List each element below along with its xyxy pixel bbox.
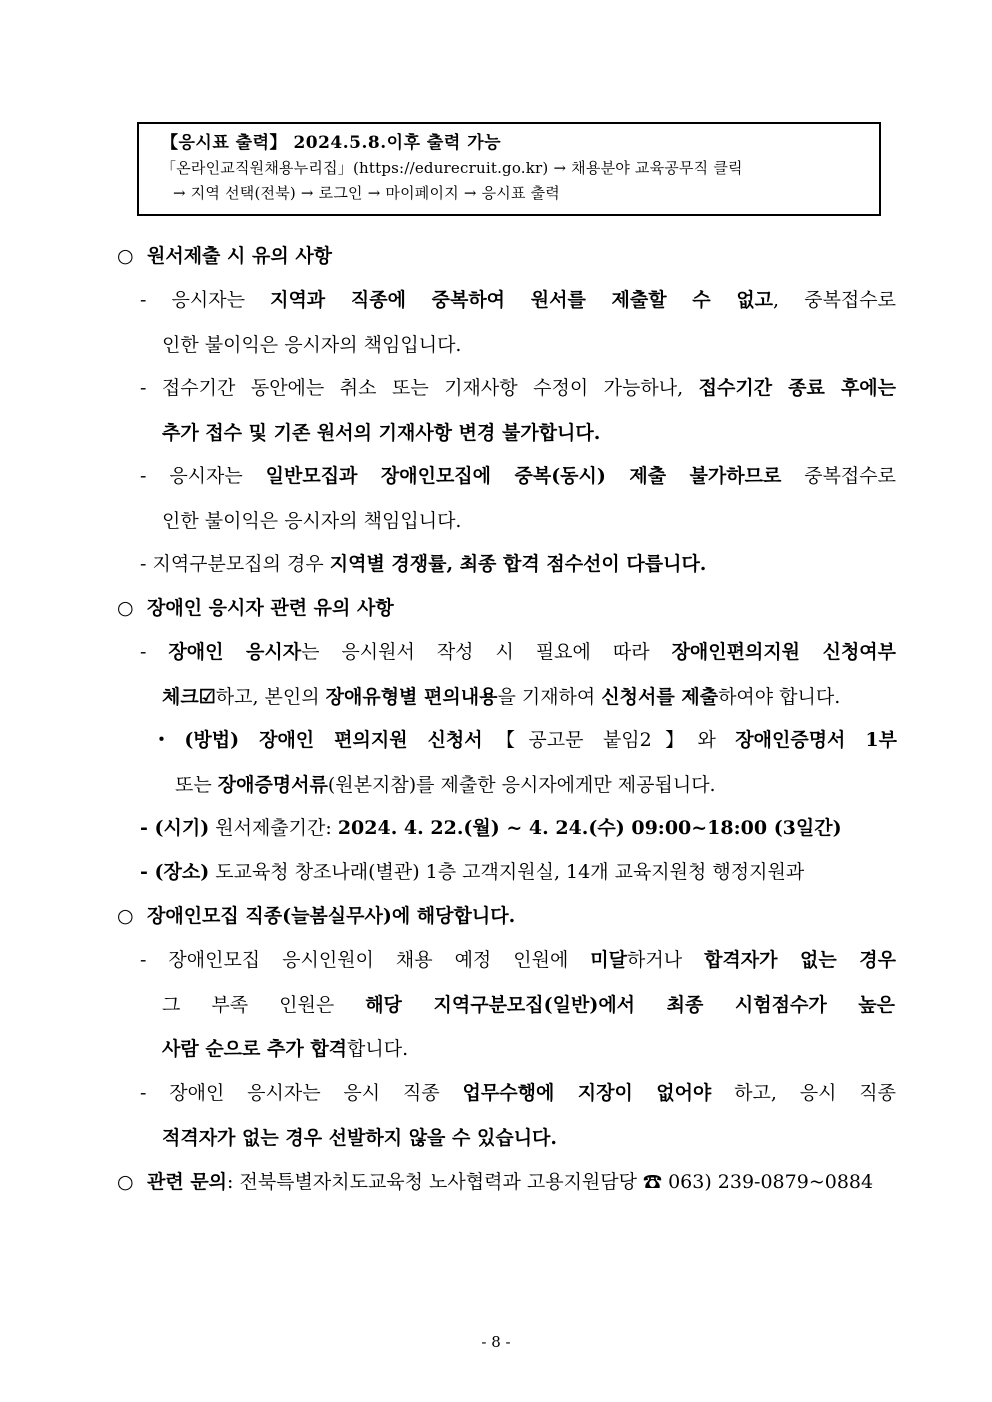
section-3-item-2: - 장애인 응시자는 응시 직종 업무수행에 지장이 없어야 하고, 응시 직종 xyxy=(140,1082,896,1104)
page-number: - 8 - xyxy=(481,1333,511,1351)
section-3-item-1-cont: 그 부족 인원은 해당 지역구분모집(일반)에서 최종 시험점수가 높은 xyxy=(162,994,896,1016)
notice-box xyxy=(137,122,881,216)
contact-text: : 전북특별자치도교육청 노사협력과 고용지원담당 ☎ 063) 239-0879~0884 xyxy=(227,1171,874,1193)
section-1-heading: ○ 원서제출 시 유의 사항 xyxy=(117,241,332,271)
section-1-item-2: - 접수기간 동안에는 취소 또는 기재사항 수정이 가능하나, 접수기간 종료 후에는 xyxy=(140,377,897,399)
section-1-item-2-cont: 추가 접수 및 기존 원서의 기재사항 변경 불가합니다. xyxy=(162,422,601,444)
section-1-item-1-cont: 인한 불이익은 응시자의 책임입니다. xyxy=(162,334,462,356)
section-2-period: - (시기) 원서제출기간: 2024. 4. 22.(월) ~ 4. 24.(수) 09:00~18:00 (3일간) xyxy=(140,817,842,839)
section-3-item-1: - 장애인모집 응시인원이 채용 예정 인원에 미달하거나 합격자가 없는 경우 xyxy=(140,949,896,971)
section-2-item-1: - 장애인 응시자는 응시원서 작성 시 필요에 따라 장애인편의지원 신청여부 xyxy=(140,641,897,663)
section-1-item-3: - 응시자는 일반모집과 장애인모집에 중복(동시) 제출 불가하므로 중복접수로 xyxy=(140,465,896,487)
circle-bullet-icon: ○ xyxy=(117,1171,134,1193)
notice-line-1: 「온라인교직원채용누리집」(https://edurecruit.go.kr) → 채용분야 교육공무직 클릭 xyxy=(161,159,743,177)
section-2-heading: ○ 장애인 응시자 관련 유의 사항 xyxy=(117,593,394,623)
section-2-method: ・(방법) 장애인 편의지원 신청서【공고문 붙임2】와 장애인증명서 1부 xyxy=(152,729,897,751)
section-3-heading: ○ 장애인모집 직종(늘봄실무사)에 해당합니다. xyxy=(117,901,515,931)
section-2-place: - (장소) 도교육청 창조나래(별관) 1층 고객지원실, 14개 교육지원청 행정지원과 xyxy=(140,861,805,883)
section-1-item-3-cont: 인한 불이익은 응시자의 책임입니다. xyxy=(162,510,462,532)
notice-line-2: → 지역 선택(전북) → 로그인 → 마이페이지 → 응시표 출력 xyxy=(173,184,561,202)
section-1-item-4: - 지역구분모집의 경우 지역별 경쟁률, 최종 합격 점수선이 다릅니다. xyxy=(140,553,707,575)
section-2-item-1-cont: 체크☑하고, 본인의 장애유형별 편의내용을 기재하여 신청서를 제출하여야 합니다. xyxy=(162,686,841,708)
circle-bullet-icon: ○ xyxy=(117,245,134,267)
circle-bullet-icon: ○ xyxy=(117,597,134,619)
section-4-contact: ○ 관련 문의: 전북특별자치도교육청 노사협력과 고용지원담당 ☎ 063) 239-0879~0884 xyxy=(117,1167,873,1197)
section-2-method-cont: 또는 장애증명서류(원본지참)를 제출한 응시자에게만 제공됩니다. xyxy=(175,774,716,796)
notice-title: 【응시표 출력】 2024.5.8.이후 출력 가능 xyxy=(161,133,502,153)
section-3-item-2-cont: 적격자가 없는 경우 선발하지 않을 수 있습니다. xyxy=(162,1127,558,1149)
section-1-item-1: - 응시자는 지역과 직종에 중복하여 원서를 제출할 수 없고, 중복접수로 xyxy=(140,289,896,311)
circle-bullet-icon: ○ xyxy=(117,905,134,927)
section-3-item-1-cont-2: 사람 순으로 추가 합격합니다. xyxy=(162,1038,409,1060)
